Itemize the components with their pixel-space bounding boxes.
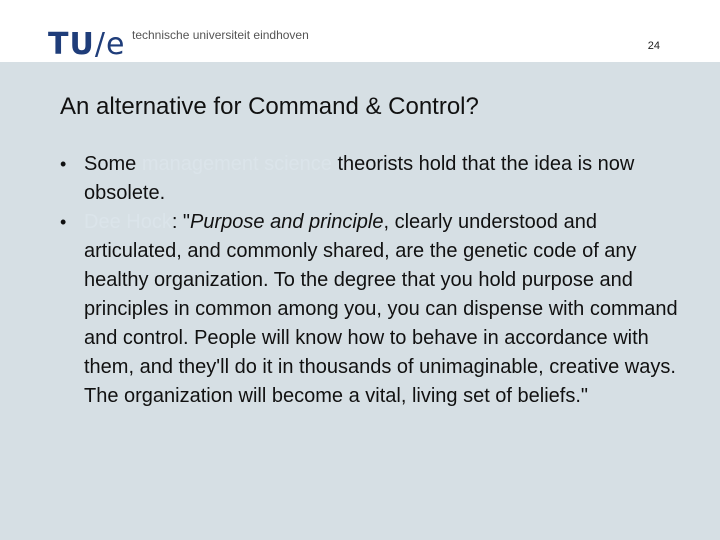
bullet-text: : "	[171, 211, 191, 233]
emphasis-text: Purpose and principle	[190, 211, 384, 233]
page-number: 24	[647, 40, 660, 52]
bullet-item	[60, 150, 680, 208]
logo-slash: /	[94, 27, 106, 62]
bullet-item	[60, 208, 680, 411]
bullet-text: theorists hold that the idea is now obsolete.	[84, 153, 635, 204]
bullet-dot: •	[60, 212, 67, 232]
dee-hock-link[interactable]: Dee Hock	[84, 211, 172, 233]
management-science-link[interactable]: management science	[141, 153, 332, 175]
bullet-text: , clearly understood and articulated, and commonly shared, are the genetic code of any healthy organization. To the degree that you hold purpose and principles in common among you, you can dispense with command and control. People will know how to behave in accordance with them, and they'll do it in thousands of unimaginable, creative ways. The organization will become a vital, living set of beliefs."	[84, 211, 678, 407]
logo-tu: TU	[48, 27, 95, 62]
institute-name: technische universiteit eindhoven	[132, 28, 309, 42]
bullet-dot: •	[60, 154, 67, 174]
bullet-list	[60, 150, 680, 411]
header-bar	[0, 0, 720, 62]
slide-title: An alternative for Command & Control?	[60, 93, 479, 120]
logo-e: e	[105, 27, 126, 62]
bullet-text: Some	[84, 153, 142, 175]
tue-logo	[48, 28, 125, 62]
